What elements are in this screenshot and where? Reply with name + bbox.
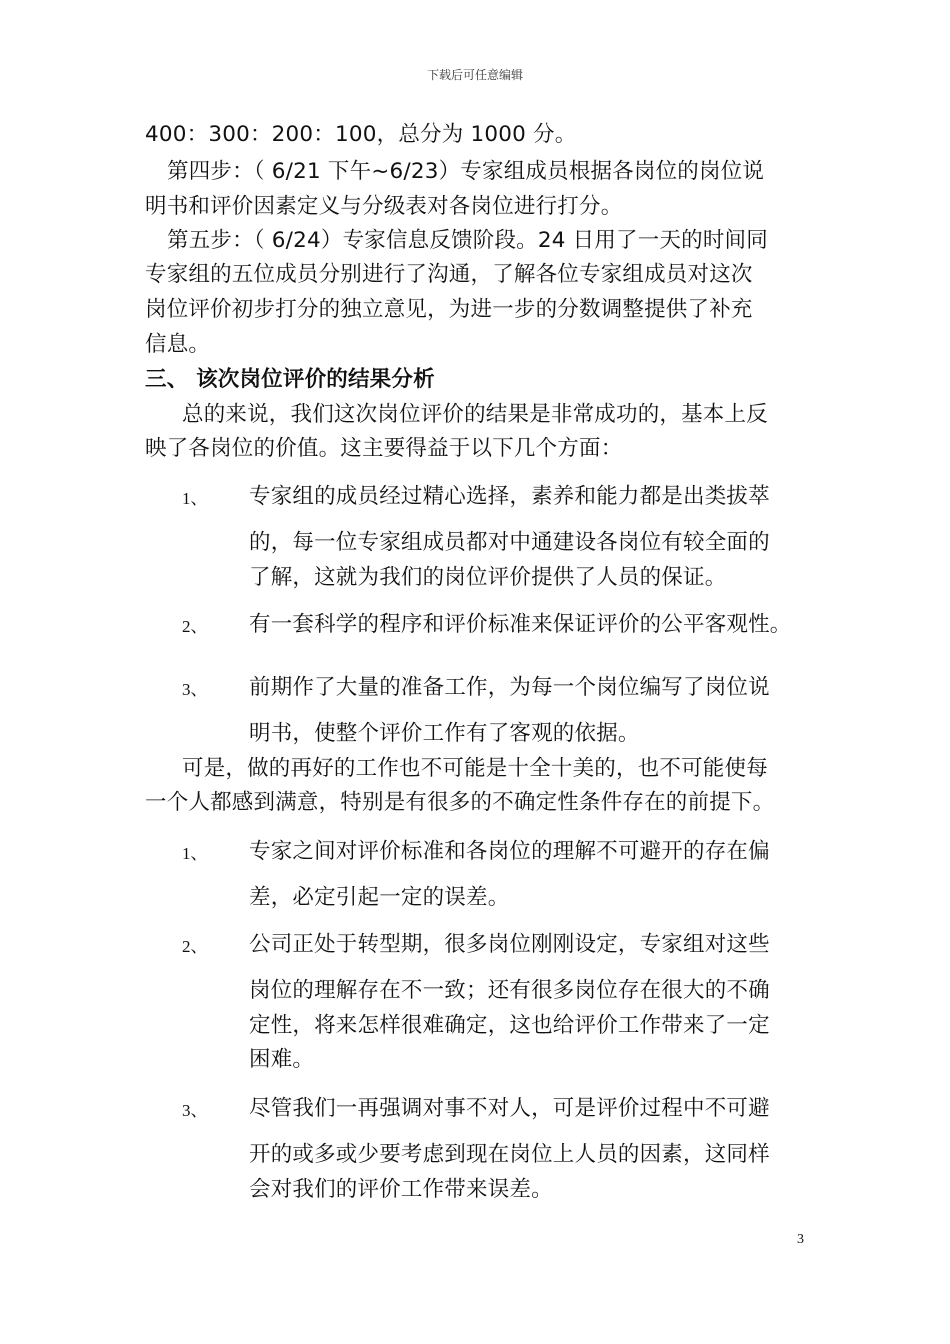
list-number: 1、 xyxy=(182,844,208,863)
page-number: 3 xyxy=(797,1232,804,1247)
text-line: 信息。 xyxy=(145,332,211,357)
page-header: 下载后可任意编辑 xyxy=(426,68,523,82)
list-item-text: 差，必定引起一定的误差。 xyxy=(249,885,510,910)
text-line: 映了各岗位的价值。这主要得益于以下几个方面： xyxy=(145,436,623,461)
list-item-text: 有一套科学的程序和评价标准来保证评价的公平客观性。 xyxy=(249,612,792,637)
text-line: 一个人都感到满意，特别是有很多的不确定性条件存在的前提下。 xyxy=(145,790,775,815)
list-item-text: 前期作了大量的准备工作，为每一个岗位编写了岗位说 xyxy=(249,675,770,700)
text-line: 总的来说，我们这次岗位评价的结果是非常成功的，基本上反 xyxy=(182,402,768,427)
list-item-text: 定性，将来怎样很难确定，这也给评价工作带来了一定 xyxy=(249,1013,770,1038)
text-line: 专家组的五位成员分别进行了沟通，了解各位专家组成员对这次 xyxy=(145,262,753,287)
text-line: 第五步：（ 6/24）专家信息反馈阶段。24 日用了一天的时间同 xyxy=(167,228,768,253)
list-item-text: 公司正处于转型期，很多岗位刚刚设定，专家组对这些 xyxy=(249,932,770,957)
text-line: 岗位评价初步打分的独立意见，为进一步的分数调整提供了补充 xyxy=(145,297,753,322)
list-item-text: 开的或多或少要考虑到现在岗位上人员的因素，这同样 xyxy=(249,1142,770,1167)
list-item-text: 会对我们的评价工作带来误差。 xyxy=(249,1177,553,1202)
section-heading: 三、 该次岗位评价的结果分析 xyxy=(145,367,435,392)
list-item-text: 岗位的理解存在不一致；还有很多岗位存在很大的不确 xyxy=(249,978,770,1003)
list-number: 3、 xyxy=(182,1101,208,1120)
text-line: 400：300：200：100，总分为 1000 分。 xyxy=(145,122,577,147)
list-item-text: 的，每一位专家组成员都对中通建设各岗位有较全面的 xyxy=(249,530,770,555)
text-line: 第四步：（ 6/21 下午~6/23）专家组成员根据各岗位的岗位说 xyxy=(167,159,765,184)
list-number: 3、 xyxy=(182,680,208,699)
list-number: 2、 xyxy=(182,617,208,636)
list-item-text: 专家之间对评价标准和各岗位的理解不可避开的存在偏 xyxy=(249,839,770,864)
text-line: 明书和评价因素定义与分级表对各岗位进行打分。 xyxy=(145,194,623,219)
list-item-text: 困难。 xyxy=(249,1047,315,1072)
text-line: 可是，做的再好的工作也不可能是十全十美的，也不可能使每 xyxy=(182,756,768,781)
list-item-text: 了解，这就为我们的岗位评价提供了人员的保证。 xyxy=(249,565,727,590)
list-item-text: 专家组的成员经过精心选择，素养和能力都是出类拔萃 xyxy=(249,484,770,509)
list-item-text: 尽管我们一再强调对事不对人，可是评价过程中不可避 xyxy=(249,1096,770,1121)
list-number: 1、 xyxy=(182,489,208,508)
list-item-text: 明书，使整个评价工作有了客观的依据。 xyxy=(249,721,640,746)
list-number: 2、 xyxy=(182,937,208,956)
